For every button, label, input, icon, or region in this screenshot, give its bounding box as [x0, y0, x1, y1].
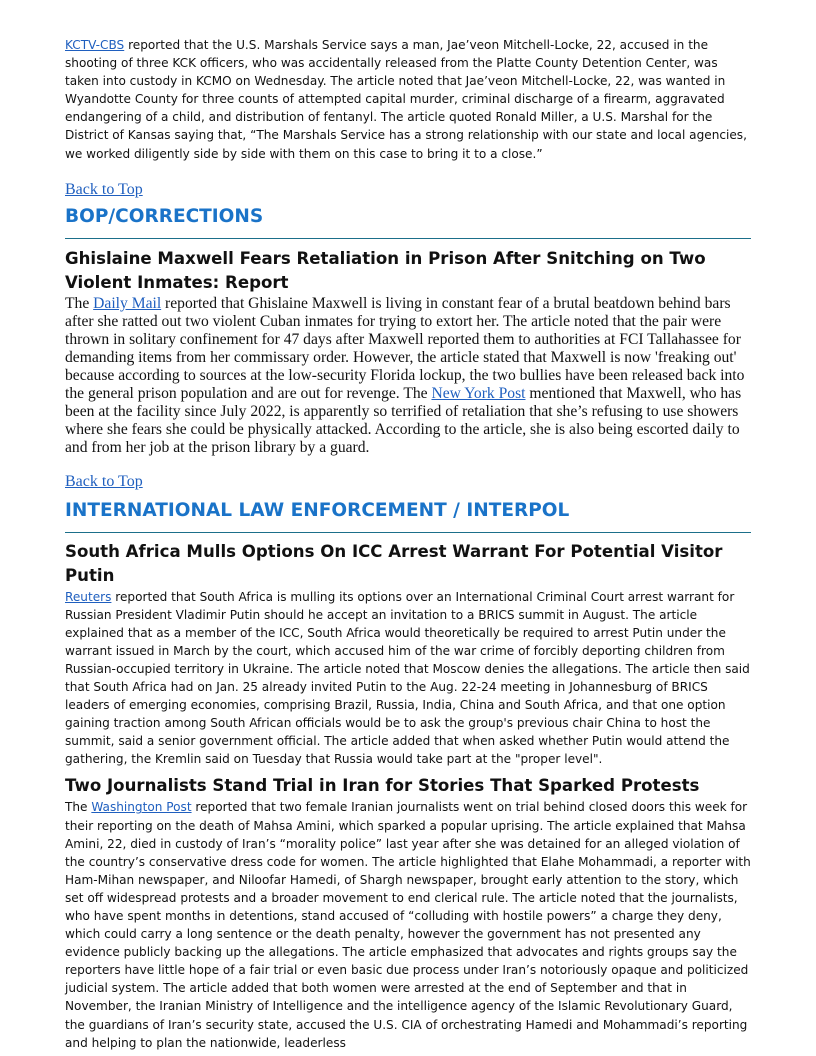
article-title-maxwell: Ghislaine Maxwell Fears Retaliation in Prison After Snitching on Two Violent Inmates: Report [65, 248, 706, 292]
back-to-top-section-2 [65, 472, 751, 492]
article-text: The [65, 800, 92, 815]
kctv-cbs-link[interactable]: KCTV-CBS [65, 38, 125, 52]
intro-paragraph [65, 36, 751, 163]
article-text: reported that South Africa is mulling its options over an International Criminal Court arrest warrant for Russian President Vladimir Putin should he accept an invitation to a BRICS summit in August. The article explained that as a member of the ICC, South Africa would theoretically be required to arrest Putin under the warrant issued in March by the court, which accused him of the war crime of forcibly deporting children from Russian-occupied territory in Ukraine. The article noted that Moscow denies the allegations. The article then said that South Africa had on Jan. 25 already invited Putin to the Aug. 22-24 meeting in Johannesburg of BRICS leaders of emerging economies, comprising Brazil, Russia, India, China and South Africa, and that one option gaining traction among South African officials would be to ask the group's previous chair China to host the summit, said a senior government official. The article added that when asked whether Putin would attend the gathering, the Kremlin said on Tuesday that Russia would take part at the "proper level". [65, 589, 750, 767]
article-title-south-africa: South Africa Mulls Options On ICC Arrest Warrant For Potential Visitor Putin [65, 541, 723, 585]
article-text: reported that Ghislaine Maxwell is living in constant fear of a brutal beatdown behind bars after she ratted out two violent Cuban inmates for trying to extort her. The article noted that the pair were thrown in solitary confinement for 47 days after Maxwell reported them to authorities at FCI Tallahassee for demanding items from her commissary order. However, the article stated that Maxwell is now 'freaking out' because according to sources at the low-security Florida lockup, the two bullies have been released back into the general prison population and are out for revenge. The [65, 294, 745, 403]
washington-post-link[interactable]: Washington Post [91, 800, 192, 815]
back-to-top-section-1 [65, 180, 751, 200]
intro-text: reported that the U.S. Marshals Service says a man, Jae’veon Mitchell-Locke, 22, accused in the shooting of three KCK officers, who was accidentally released from the Platte County Detention Center, was taken into custody in KCMO on Wednesday. The article noted that Jae’veon Mitchell-Locke, 22, was wanted in Wyandotte County for three counts of attempted capital murder, criminal discharge of a firearm, aggravated endangering of a child, and distribution of fentanyl. The article quoted Ronald Miller, a U.S. Marshal for the District of Kansas saying that, “The Marshals Service has a strong relationship with our state and local agencies, we worked diligently side by side with them on this case to bring it to a close.” [65, 38, 747, 161]
article-text: The [65, 294, 94, 312]
document-page [65, 34, 751, 1052]
new-york-post-link[interactable]: New York Post [431, 385, 526, 403]
article-title-iran-journalists: Two Journalists Stand Trial in Iran for Stories That Sparked Protests [65, 776, 700, 796]
section-title-international: INTERNATIONAL LAW ENFORCEMENT / INTERPOL [65, 499, 570, 521]
back-to-top-link[interactable]: Back to Top [65, 180, 143, 198]
section-title-bop: BOP/CORRECTIONS [65, 205, 264, 227]
article-body-iran-journalists [65, 798, 751, 1051]
article-text: reported that two female Iranian journalists went on trial behind closed doors this week for their reporting on the death of Mahsa Amini, which sparked a popular uprising. The article explained that Mahsa Amini, 22, died in custody of Iran’s “morality police” last year after she was detained for an alleged violation of the country’s conservative dress code for women. The article highlighted that Elahe Mohammadi, a reporter with Ham-Mihan newspaper, and Niloofar Hamedi, of Shargh newspaper, brought early attention to the story, which set off widespread protests and a broader movement to end clerical rule. The article noted that the journalists, who have spent months in detentions, stand accused of “colluding with hostile powers” a charge they deny, which could carry a long sentence or the death penalty, however the government has not presented any evidence publicly backing up the allegations. The article emphasized that advocates and rights groups say the reporters have little hope of a fair trial or even basic due process under Iran’s notoriously opaque and politicized judicial system. The article added that both women were arrested at the end of September and that in November, the Iranian Ministry of Intelligence and the intelligence agency of the Islamic Revolutionary Guard, the guardians of Iran’s security state, accused the U.S. CIA of orchestrating Hamedi and Mohammadi’s reporting and helping to plan the nationwide, leaderless [65, 800, 751, 1050]
back-to-top-link[interactable]: Back to Top [65, 472, 143, 490]
reuters-link[interactable]: Reuters [65, 589, 112, 604]
article-body-south-africa [65, 588, 751, 769]
article-text: mentioned that Maxwell, who has been at the facility since July 2022, is apparently so terrified of retaliation that she’s refusing to use showers where she fears she could be physically attacked. According to the article, she is also being escorted daily to and from her job at the prison library by a guard. [65, 385, 742, 457]
article-body-maxwell [65, 295, 751, 458]
daily-mail-link[interactable]: Daily Mail [93, 294, 162, 312]
